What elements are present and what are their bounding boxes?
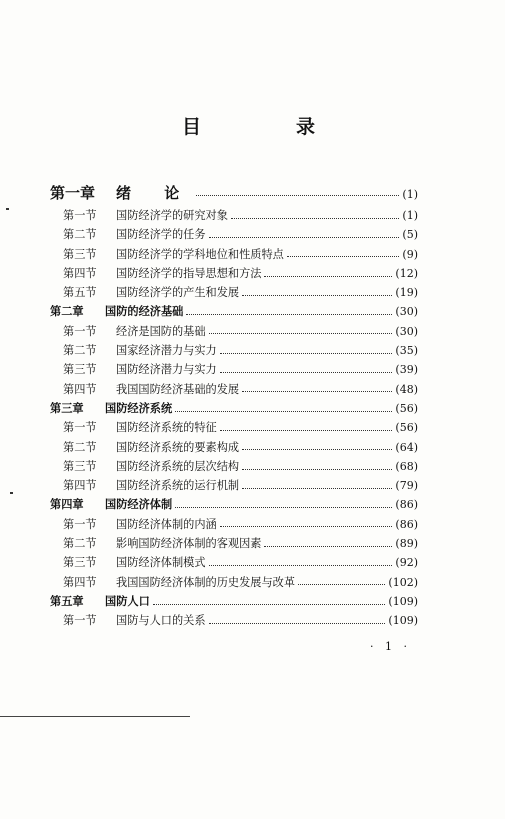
toc-section-row: [50, 438, 418, 457]
chapter-title: 绪 论: [116, 184, 194, 202]
toc-section-row: [50, 283, 418, 302]
page-number: (56): [395, 421, 418, 435]
dot-leader: [196, 194, 399, 196]
toc-section-row: [50, 515, 418, 534]
section-number: 第一节: [63, 209, 97, 222]
toc-section-row: [50, 457, 418, 476]
table-of-contents: [50, 180, 418, 631]
section-title: 国家经济潜力与实力: [116, 344, 217, 358]
page-number: (48): [395, 382, 418, 396]
dot-leader: [186, 313, 392, 315]
dot-leader: [175, 506, 392, 508]
page-number: (86): [395, 498, 418, 512]
section-title: 国防经济系统的特征: [116, 421, 217, 435]
section-title: 国防经济学的产生和发展: [116, 286, 240, 300]
section-number: 第二节: [63, 537, 97, 551]
section-title: 国防经济学的任务: [116, 228, 206, 242]
dot-leader: [220, 371, 393, 373]
section-number: 第一节: [63, 614, 97, 628]
page-number: (30): [395, 324, 418, 338]
section-number: 第一节: [63, 324, 97, 338]
chapter-number: 第四章: [50, 497, 84, 512]
section-number: 第四节: [63, 382, 97, 396]
page-number: (68): [395, 459, 418, 473]
page-number: (1): [402, 188, 418, 201]
section-title: 我国国防经济体制的历史发展与改革: [116, 575, 296, 589]
toc-section-row: [50, 380, 418, 399]
section-number: 第四节: [63, 479, 97, 493]
dot-leader: [264, 545, 392, 547]
dot-leader: [220, 429, 393, 431]
dot-leader: [242, 390, 392, 392]
section-number: 第三节: [63, 459, 97, 473]
dot-leader: [242, 448, 392, 450]
dot-leader: [220, 525, 393, 527]
toc-section-row: [50, 360, 418, 379]
chapter-number: 第二章: [50, 304, 84, 319]
chapter-number: 第五章: [50, 593, 84, 608]
chapter-number: 第一章: [50, 184, 96, 202]
section-number: 第四节: [63, 575, 97, 589]
section-number: 第三节: [63, 556, 97, 570]
dot-leader: [153, 603, 386, 605]
toc-section-row: [50, 322, 418, 341]
section-number: 第四节: [63, 266, 97, 280]
section-title: 国防经济学的研究对象: [116, 209, 228, 222]
section-number: 第三节: [63, 247, 97, 261]
toc-section-row: [50, 245, 418, 264]
section-number: 第三节: [63, 363, 97, 377]
section-title: 经济是国防的基础: [116, 324, 206, 338]
section-title: 我国国防经济基础的发展: [116, 382, 240, 396]
scan-speck: [10, 492, 13, 494]
section-title: 国防经济学的学科地位和性质特点: [116, 247, 284, 261]
toc-section-row: [50, 264, 418, 283]
toc-section-row: [50, 573, 418, 592]
dot-leader: [242, 294, 392, 296]
page-number: (12): [395, 266, 418, 280]
dot-leader: [175, 410, 392, 412]
chapter-number: 第三章: [50, 400, 84, 415]
scan-edge-line: [0, 716, 190, 717]
page-number: (109): [388, 594, 418, 608]
toc-chapter-row: [50, 495, 418, 514]
toc-section-row: [50, 206, 418, 225]
page-number: (19): [395, 286, 418, 300]
toc-section-row: [50, 553, 418, 572]
section-title: 国防与人口的关系: [116, 614, 206, 628]
dot-leader: [242, 468, 392, 470]
toc-chapter-row: [50, 399, 418, 418]
toc-chapter-row: [50, 302, 418, 321]
page-number: (79): [395, 479, 418, 493]
page-number: (56): [395, 401, 418, 415]
page-number: (109): [388, 614, 418, 628]
dot-leader: [287, 255, 400, 257]
toc-chapter-row: [50, 592, 418, 611]
toc-section-row: [50, 611, 418, 630]
page-number: (92): [395, 556, 418, 570]
toc-title: 目 录: [181, 116, 353, 138]
page-number: (86): [395, 517, 418, 531]
page-number: (1): [402, 209, 418, 222]
page-number: (102): [388, 575, 418, 589]
toc-section-row: [50, 225, 418, 244]
section-number: 第一节: [63, 517, 97, 531]
section-number: 第二节: [63, 228, 97, 242]
toc-section-row: [50, 476, 418, 495]
toc-chapter-row: [50, 180, 418, 206]
dot-leader: [264, 275, 392, 277]
page-number: (5): [402, 228, 418, 242]
dot-leader: [231, 217, 400, 219]
page-number: (30): [395, 305, 418, 319]
chapter-title: 国防经济系统: [105, 400, 173, 415]
dot-leader: [298, 583, 385, 585]
section-title: 国防经济体制的内涵: [116, 517, 217, 531]
section-number: 第五节: [63, 286, 97, 300]
section-title: 国防经济系统的要素构成: [116, 440, 240, 454]
toc-section-row: [50, 534, 418, 553]
page-number: (35): [395, 344, 418, 358]
chapter-title: 国防人口: [105, 593, 150, 608]
dot-leader: [209, 332, 393, 334]
page-number: (9): [402, 247, 418, 261]
section-number: 第一节: [63, 421, 97, 435]
dot-leader: [209, 564, 393, 566]
section-title: 国防经济系统的运行机制: [116, 479, 240, 493]
section-title: 影响国防经济体制的客观因素: [116, 537, 262, 551]
page-number: (64): [395, 440, 418, 454]
page-folio: · 1 ·: [370, 640, 411, 653]
dot-leader: [209, 236, 400, 238]
section-title: 国防经济潜力与实力: [116, 363, 217, 377]
toc-section-row: [50, 418, 418, 437]
section-title: 国防经济体制模式: [116, 556, 206, 570]
section-title: 国防经济学的指导思想和方法: [116, 266, 262, 280]
section-number: 第二节: [63, 440, 97, 454]
chapter-title: 国防的经济基础: [105, 304, 184, 319]
section-number: 第二节: [63, 344, 97, 358]
scan-speck: [6, 208, 9, 210]
dot-leader: [242, 487, 392, 489]
page-number: (89): [395, 537, 418, 551]
section-title: 国防经济系统的层次结构: [116, 459, 240, 473]
chapter-title: 国防经济体制: [105, 497, 173, 512]
toc-section-row: [50, 341, 418, 360]
page-number: (39): [395, 363, 418, 377]
dot-leader: [209, 622, 386, 624]
dot-leader: [220, 352, 393, 354]
